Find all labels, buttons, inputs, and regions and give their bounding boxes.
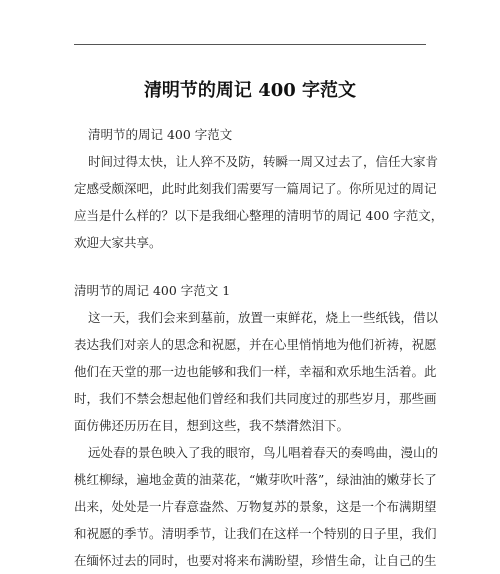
para1-line-3: 他们在天堂的那一边也能够和我们一样，幸福和欢乐地生活着。此 [74,364,437,379]
header-rule [74,44,426,45]
para2-line-3: 出来，处处是一片春意盎然、万物复苏的景象，这是一个布满期望 [74,499,437,514]
intro-line-4: 欢迎大家共享。 [74,235,162,250]
section-heading: 清明节的周记 400 字范文 1 [74,283,231,298]
intro-line-3: 应当是什么样的？以下是我细心整理的清明节的周记 400 字范文， [74,208,444,223]
para2-line-5: 在缅怀过去的同时，也要对将来布满盼望，珍惜生命，让自己的生 [74,553,437,568]
para2-line-4: 和祝愿的季节。清明季节，让我们在这样一个特别的日子里，我们 [74,526,437,541]
para2-line-1: 远处春的景色映入了我的眼帘，鸟儿唱着春天的奏鸣曲，漫山的 [88,445,439,460]
para1-line-4: 时，我们不禁会想起他们曾经和我们共同度过的那些岁月，那些画 [74,391,437,406]
para2-line-2: 桃红柳绿，遍地金黄的油菜花，“嫩芽吹叶落”，绿油油的嫩芽长了 [74,472,437,487]
para1-line-5: 面仿佛还历历在目，想到这些，我不禁潸然泪下。 [74,418,350,433]
essay-section-1 [74,277,439,574]
intro-section [74,121,444,256]
para1-line-2: 表达我们对亲人的思念和祝愿，并在心里悄悄地为他们祈祷，祝愿 [74,337,437,352]
intro-line-1: 时间过得太快，让人猝不及防，转瞬一周又过去了，信任大家肯 [88,154,439,169]
document-title: 清明节的周记 400 字范文 [143,80,357,101]
para1-line-1: 这一天，我们会来到墓前，放置一束鲜花，烧上一些纸钱，借以 [88,310,439,325]
intro-heading: 清明节的周记 400 字范文 [88,127,233,142]
intro-line-2: 定感受颇深吧，此时此刻我们需要写一篇周记了。你所见过的周记 [74,181,437,196]
